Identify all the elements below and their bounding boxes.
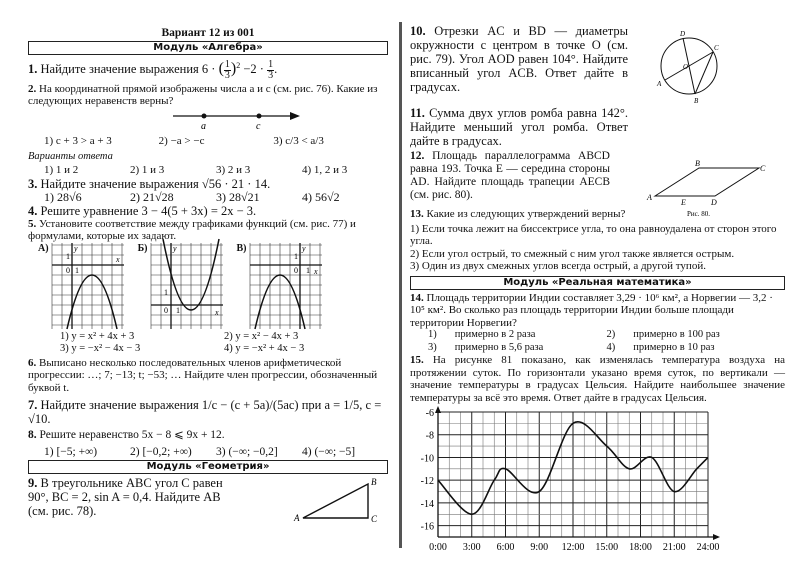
column-divider — [399, 22, 402, 548]
question-15: 15. На рисунке 81 показано, как изменялась температура воздуха на протяжении суток. По горизонтали указано время суток, по вертикали — значение температуры в градусах Цельсия. Найдите наибольшее значение температуры за всё это время. Ответ дайте в градусах Цельсия. — [410, 354, 785, 404]
answer-option[interactable]: 1) примерно в 2 раза — [428, 329, 536, 340]
answer-option[interactable]: 3) 2 и 3 — [216, 163, 251, 176]
question-14: 14. Площадь территории Индии составляет 3,29 · 10⁶ км², а Норвегии — 3,2 · 10⁵ км². Во сколько раз площадь территории Индии больше площади территории Норвегии? — [410, 291, 773, 329]
svg-text:x: x — [214, 307, 219, 317]
svg-text:0: 0 — [65, 265, 70, 275]
svg-text:-14: -14 — [420, 498, 434, 510]
answers-label: Варианты ответа — [28, 150, 113, 162]
svg-text:C: C — [371, 513, 378, 524]
answer-option[interactable]: 2) 21√28 — [130, 189, 174, 204]
fraction: $\frac{1}{3}$ — [224, 58, 230, 81]
question-2: 2. На координатной прямой изображены числа a и c (см. рис. 76). Какие из следующих неравенств верны? — [28, 82, 378, 108]
svg-text:y: y — [172, 243, 177, 253]
number-line-figure — [28, 108, 388, 130]
svg-text:9:00: 9:00 — [530, 542, 549, 553]
svg-text:E: E — [681, 198, 686, 207]
svg-text:-8: -8 — [425, 430, 434, 442]
module-geometry-header: Модуль «Геометрия» — [28, 460, 388, 474]
answer-option[interactable]: 3) примерно в 5,6 раза — [428, 341, 544, 353]
question-6: 6. Выписано несколько последовательных членов арифметической прогрессии: …; 7; −13; t; −53; … Найдите член прогрессии, обозначенный буквой t. — [28, 356, 378, 394]
svg-text:C: C — [714, 44, 719, 52]
svg-text:0: 0 — [293, 265, 298, 275]
svg-text:1: 1 — [65, 251, 70, 261]
svg-text:12:00: 12:00 — [561, 542, 585, 553]
right-column — [410, 24, 785, 561]
temperature-chart — [410, 406, 740, 556]
answer-option[interactable]: 2) 1 и 3 — [130, 163, 165, 176]
q2-statements: 1) c + 3 > a + 3 2) −a > −c 3) c/3 < a/3 — [44, 134, 324, 147]
svg-text:18:00: 18:00 — [629, 542, 652, 553]
svg-text:x: x — [313, 266, 318, 276]
svg-text:y: y — [301, 243, 306, 253]
svg-text:A: A — [657, 80, 662, 88]
svg-text:B: B — [371, 476, 377, 487]
graph-v: В) y x 0 1 1 — [237, 243, 322, 329]
module-algebra-header: Модуль «Алгебра» — [28, 41, 388, 55]
svg-text:D: D — [711, 198, 717, 207]
question-1: 1. Найдите значение выражения 6 · ( $\frac{1}{3}$ )$^2$ −2 · $\frac{1}{3}$ . — [28, 58, 278, 81]
circle-figure — [639, 24, 739, 106]
svg-text:24:00: 24:00 — [696, 542, 720, 553]
svg-text:6:00: 6:00 — [496, 542, 515, 553]
svg-text:-10: -10 — [420, 453, 434, 465]
q8-answers — [28, 446, 388, 459]
question-13: 13. Какие из следующих утверждений верны? — [410, 208, 626, 220]
left-column — [28, 26, 388, 522]
formula-option: 3) y = −x² − 4x − 3 — [60, 342, 141, 354]
question-9: 9. В треугольнике ABC угол C равен 90°, BC = 2, sin A = 0,4. Найдите AB (см. рис. 78). A B C — [28, 476, 388, 522]
svg-text:A: A — [294, 512, 300, 523]
formula-option: 4) y = −x² + 4x − 3 — [224, 342, 305, 354]
svg-text:c: c — [256, 120, 261, 132]
svg-text:1: 1 — [163, 287, 168, 297]
triangle-figure — [268, 476, 388, 522]
parabola-graph — [151, 243, 223, 329]
svg-text:1: 1 — [175, 305, 180, 315]
answer-option[interactable]: 4) (−∞; −5] — [302, 445, 356, 458]
fraction: $\frac{1}{3}$ — [268, 58, 274, 81]
formula-option: 2) y = x² − 4x + 3 — [224, 330, 299, 342]
svg-text:0:00: 0:00 — [429, 542, 447, 553]
svg-text:1: 1 — [293, 251, 298, 261]
answer-option[interactable]: 4) 1, 2 и 3 — [302, 163, 348, 176]
parabola-graph — [250, 243, 322, 329]
parabola-graph — [52, 243, 124, 329]
answer-option[interactable]: 3) 28√21 — [216, 189, 260, 204]
question-8: 8. Решите неравенство 5x − 8 ⩽ 9x + 12. — [28, 429, 225, 442]
answer-option[interactable]: 2) примерно в 100 раз — [606, 329, 720, 340]
svg-text:D: D — [680, 30, 686, 38]
svg-text:Рис. 80.: Рис. 80. — [687, 210, 710, 218]
function-graphs — [38, 243, 388, 329]
question-3: 3. Найдите значение выражения √56 · 21 · 14. — [28, 176, 271, 191]
formula-option: 1) y = x² + 4x + 3 — [60, 330, 135, 342]
statement: 1) Если точка лежит на биссектрисе угла, то она равноудалена от сторон этого угла. — [410, 222, 777, 247]
svg-text:15:00: 15:00 — [595, 542, 619, 553]
answer-option[interactable]: 1) 28√6 — [44, 189, 82, 204]
svg-text:-16: -16 — [420, 521, 434, 533]
q14-answers — [410, 329, 785, 354]
svg-text:-12: -12 — [420, 476, 434, 488]
expression: 1/c − (c + 5a)/(5ac) — [201, 398, 299, 413]
svg-text:1: 1 — [74, 265, 79, 275]
svg-text:C: C — [760, 164, 766, 173]
answer-option[interactable]: 1) [−5; +∞) — [44, 445, 98, 458]
question-7: 7. Найдите значение выражения 1/c − (c + 5a)/(5ac) при a = 1/5, c = √10. — [28, 398, 382, 427]
svg-text:B: B — [695, 159, 700, 168]
answer-option[interactable]: 1) 1 и 2 — [44, 163, 79, 176]
module-real-math-header: Модуль «Реальная математика» — [410, 276, 785, 290]
parallelogram-figure — [627, 150, 767, 218]
svg-text:y: y — [73, 243, 78, 253]
q5-formulas — [28, 331, 388, 355]
q3-answers — [28, 191, 388, 204]
question-12: 12. Площадь параллелограмма ABCD равна 193. Точка E — середина стороны AD. Найдите площадь трапеции AECB (см. рис. 80). A B C D E Рис. 80. — [410, 150, 766, 218]
page-title: Вариант 12 из 001 — [161, 27, 255, 39]
svg-text:a: a — [201, 120, 206, 132]
svg-text:B: B — [694, 97, 699, 105]
question-10: 10. Отрезки AC и BD — диаметры окружности с центром в точке O (см. рис. 79). Угол AOD равен 104°. Найдите вписанный угол ACB. Ответ дайте в градусах. A B C D O — [410, 24, 785, 106]
statement: 3) Один из двух смежных углов всегда острый, а другой тупой. — [410, 260, 706, 272]
graph-b: Б) y x 0 1 1 — [138, 243, 223, 329]
svg-text:3:00: 3:00 — [462, 542, 481, 553]
chart-grid — [435, 406, 720, 540]
answer-option[interactable]: 3) (−∞; −0,2] — [216, 445, 278, 458]
svg-text:21:00: 21:00 — [662, 542, 686, 553]
svg-text:0: 0 — [163, 305, 168, 315]
answer-option[interactable]: 4) 56√2 — [302, 189, 340, 204]
svg-text:x: x — [115, 254, 120, 264]
svg-text:-6: -6 — [425, 408, 434, 419]
q2-answers — [28, 164, 388, 177]
question-4: 4. Решите уравнение 3 − 4(5 + 3x) = 2x − 3. — [28, 203, 257, 218]
graph-a: А) y x 0 1 1 — [38, 243, 124, 329]
svg-text:O: O — [683, 63, 689, 71]
answer-option[interactable]: 4) примерно в 10 раз — [606, 341, 715, 353]
answer-option[interactable]: 2) [−0,2; +∞) — [130, 445, 192, 458]
svg-text:1: 1 — [305, 265, 310, 275]
question-11: 11. Сумма двух углов ромба равна 142°. Найдите меньший угол ромба. Ответ дайте в градусах. — [410, 106, 628, 148]
question-5: 5. Установите соответствие между графиками функций (см. рис. 77) и формулами, которые их задают. — [28, 217, 356, 243]
statement: 2) Если угол острый, то смежный с ним угол также является острым. — [410, 247, 735, 260]
svg-text:A: A — [647, 193, 652, 202]
